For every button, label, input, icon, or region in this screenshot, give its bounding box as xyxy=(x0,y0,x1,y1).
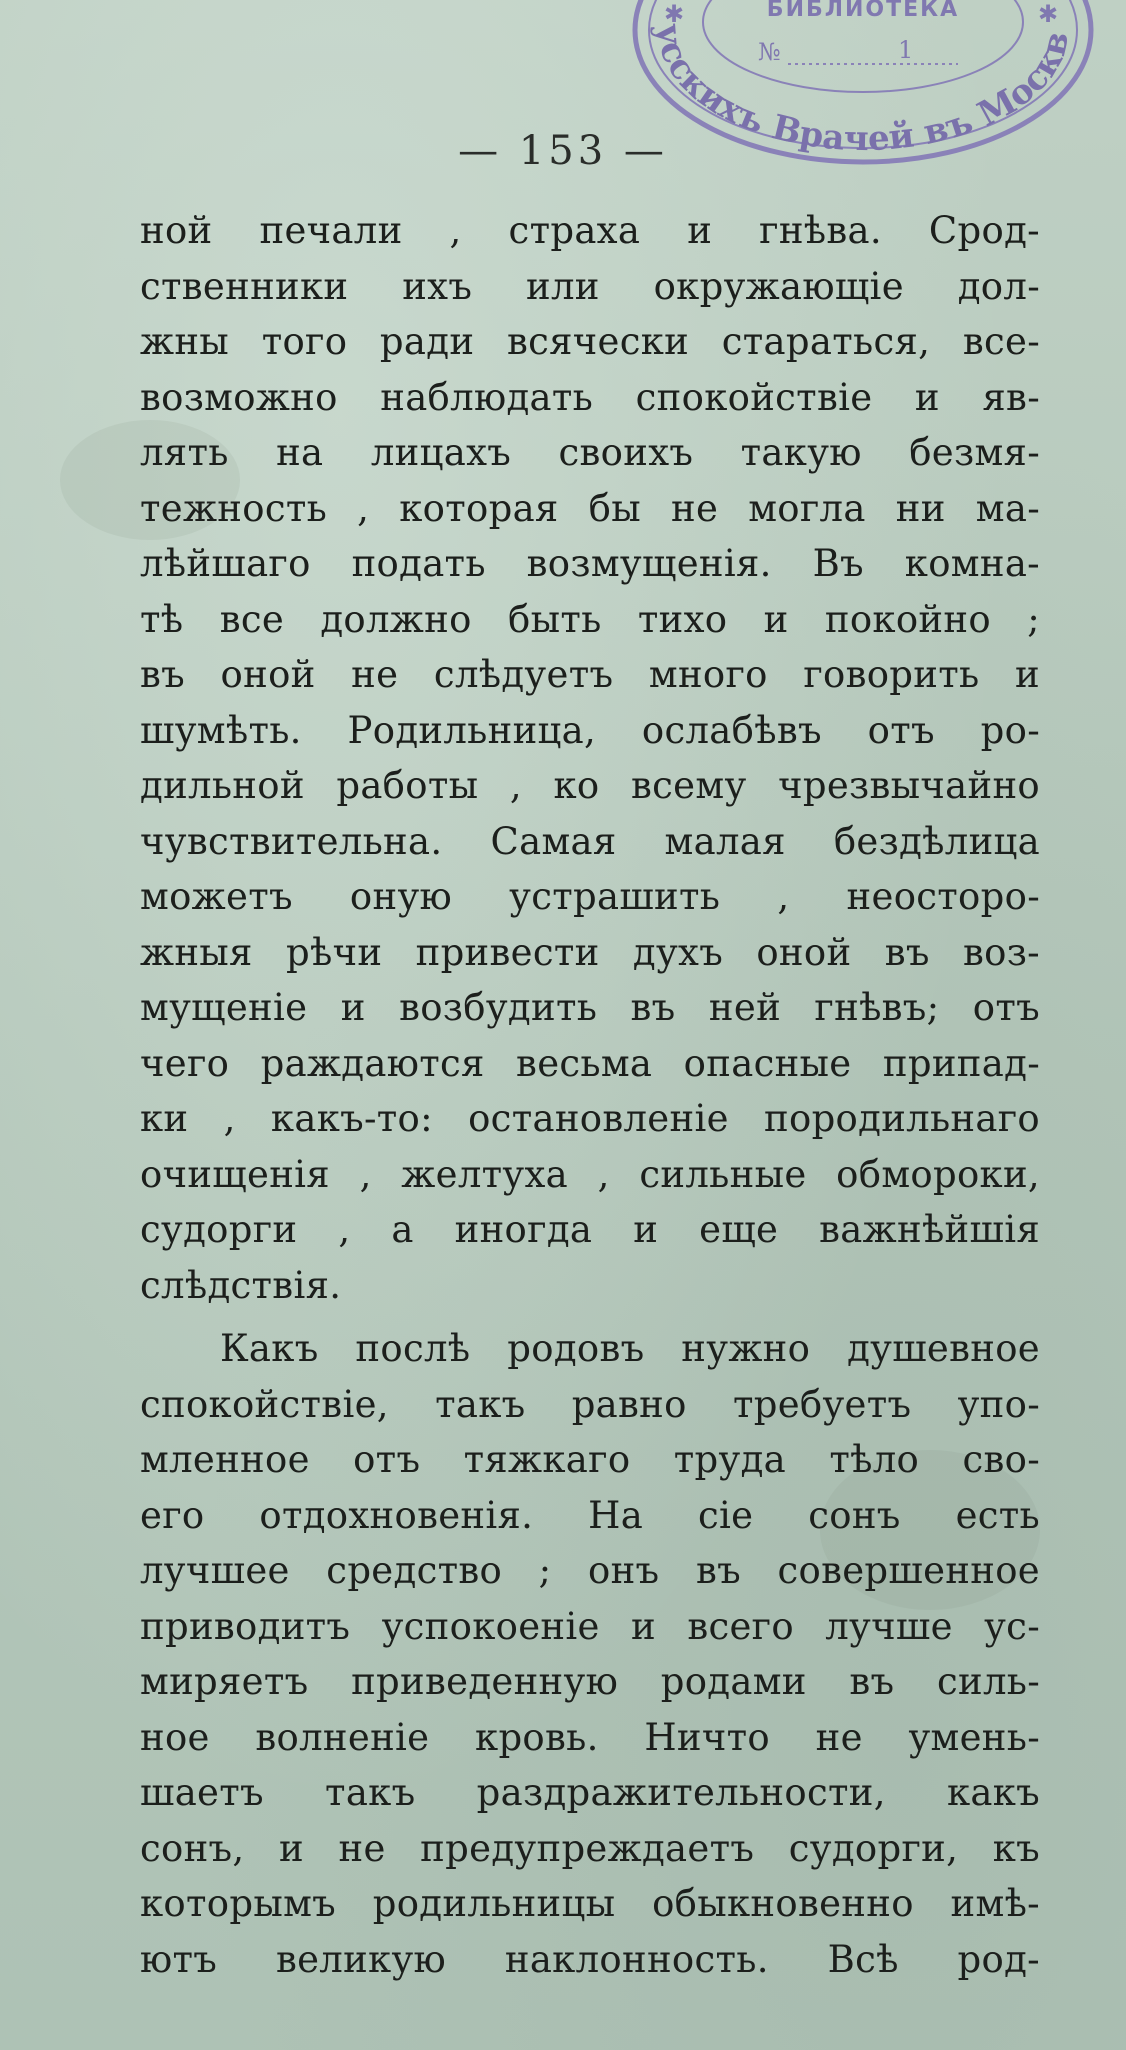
stamp-label: БИБЛИОТЕКА xyxy=(766,0,960,22)
paragraph-1 xyxy=(140,203,1040,1313)
text-line: жны того ради всячески стараться, все- xyxy=(140,320,1040,363)
text-line: тежность , которая бы не могла ни ма- xyxy=(140,486,1040,530)
text-line: мущеніе и возбудить въ ней гнѣвъ; отъ xyxy=(140,986,1040,1029)
text-line: жныя рѣчи привести духъ оной въ воз- xyxy=(140,930,1040,974)
text-line: ственники ихъ или окружающіе дол- xyxy=(140,264,1040,308)
text-line: шаетъ такъ раздражительности, какъ xyxy=(140,1771,1040,1814)
text-line: миряетъ приведенную родами въ силь- xyxy=(140,1660,1040,1703)
text-line: приводитъ успокоеніе и всего лучше ус- xyxy=(140,1604,1040,1648)
stamp-number-prefix: № xyxy=(758,38,781,66)
body-text xyxy=(140,203,1040,1987)
text-line: его отдохновенія. На сіе сонъ есть xyxy=(140,1493,1040,1537)
text-line: слѣдствія. xyxy=(140,1263,342,1307)
text-line: лѣйшаго подать возмущенія. Въ комна- xyxy=(140,542,1040,585)
text-line: чего раждаются весьма опасные припад- xyxy=(140,1041,1040,1085)
text-line: въ оной не слѣдуетъ много говорить и xyxy=(140,653,1040,696)
text-line: Какъ послѣ родовъ нужно душевное xyxy=(220,1327,1040,1370)
text-line: чувствительна. Самая малая бездѣлица xyxy=(140,819,1040,863)
text-line: спокойствіе, такъ равно требуетъ упо- xyxy=(140,1382,1040,1426)
text-line: дильной работы , ко всему чрезвычайно xyxy=(140,764,1040,807)
text-line: ное волненіе кровь. Ничто не умень- xyxy=(140,1715,1040,1759)
paragraph-gap xyxy=(140,1313,1040,1321)
text-line: судорги , а иногда и еще важнѣйшія xyxy=(140,1208,1040,1251)
text-line: можетъ оную устрашить , неосторо- xyxy=(140,875,1040,918)
stamp-number-value: 1 xyxy=(898,36,914,64)
page-number: — 153 — xyxy=(458,128,668,174)
stamp-arc-textpath: усскихъ Врачей въ Москв xyxy=(648,22,1078,160)
text-line: очищенія , желтуха , сильные обмороки, xyxy=(140,1152,1040,1196)
text-line: сонъ, и не предупреждаетъ судорги, къ xyxy=(140,1826,1040,1870)
text-line: ютъ великую наклонность. Всѣ род- xyxy=(140,1937,1040,1981)
stamp-star-icon: ✱ xyxy=(1038,0,1059,28)
text-line: которымъ родильницы обыкновенно имѣ- xyxy=(140,1882,1040,1925)
text-line: лять на лицахъ своихъ такую безмя- xyxy=(140,431,1040,474)
text-line: ки , какъ-то: остановленіе породильнаго xyxy=(140,1097,1040,1140)
stamp-star-icon: ✱ xyxy=(664,0,685,28)
text-line: возможно наблюдать спокойствіе и яв- xyxy=(140,375,1040,419)
text-line: тѣ все должно быть тихо и покойно ; xyxy=(140,597,1040,641)
text-line: лучшее средство ; онъ въ совершенное xyxy=(140,1549,1040,1592)
text-line: мленное отъ тяжкаго труда тѣло сво- xyxy=(140,1438,1040,1481)
text-line: шумѣть. Родильница, ослабѣвъ отъ ро- xyxy=(140,708,1040,752)
text-line: ной печали , страха и гнѣва. Срод- xyxy=(140,209,1040,252)
paragraph-2 xyxy=(140,1321,1040,1987)
